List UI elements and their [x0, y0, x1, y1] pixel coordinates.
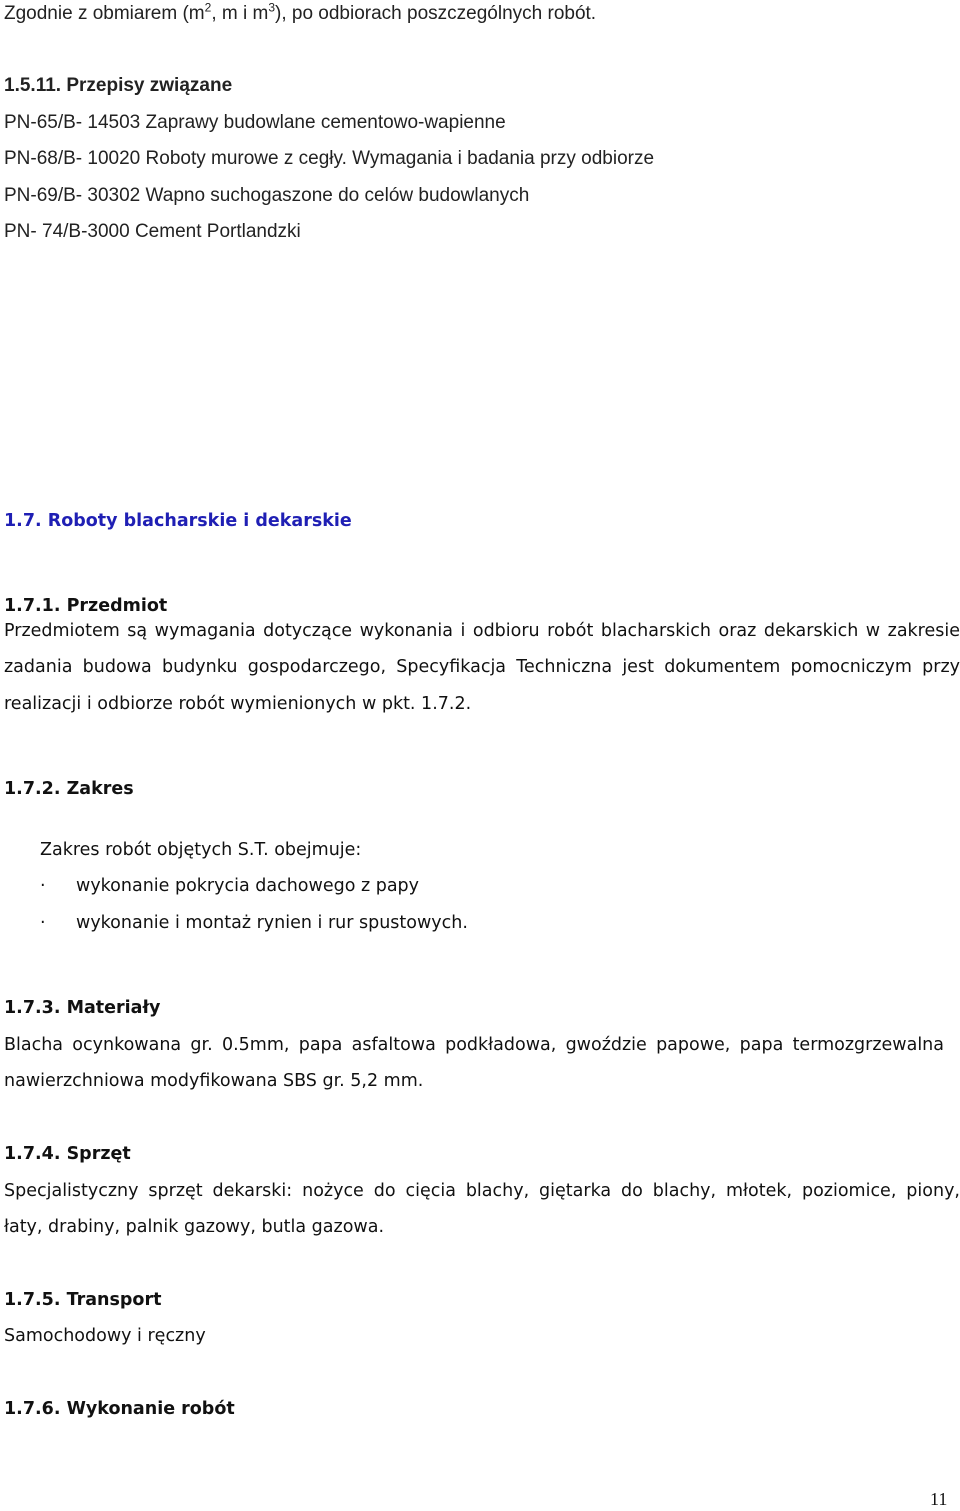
przedmiot-line: zadania budowa budynku gospodarczego, Specyfikacja Techniczna jest dokumentem pomocniczym przy: [4, 657, 960, 677]
standard-item: PN-68/B- 10020 Roboty murowe z cegły. Wymagania i badania przy odbiorze: [4, 148, 655, 169]
przedmiot-line: Przedmiotem są wymagania dotyczące wykonania i odbioru robót blacharskich oraz dekarskich w zakresie: [4, 621, 960, 641]
section-title: 1.7. Roboty blacharskie i dekarskie: [4, 511, 352, 531]
standard-item: PN-65/B- 14503 Zaprawy budowlane cementowo-wapienne: [4, 112, 506, 133]
sprzet-heading: 1.7.4. Sprzęt: [4, 1144, 131, 1164]
przedmiot-line: realizacji i odbiorze robót wymienionych w pkt. 1.7.2.: [4, 694, 472, 714]
transport-heading: 1.7.5. Transport: [4, 1290, 162, 1310]
related-standards-heading: 1.5.11. Przepisy związane: [4, 75, 233, 96]
wykonanie-heading: 1.7.6. Wykonanie robót: [4, 1399, 235, 1419]
bullet-icon: ·: [40, 913, 46, 933]
przedmiot-heading: 1.7.1. Przedmiot: [4, 596, 168, 616]
bullet-icon: ·: [40, 876, 46, 896]
standard-item: PN- 74/B-3000 Cement Portlandzki: [4, 221, 301, 242]
sprzet-line: łaty, drabiny, palnik gazowy, butla gazowa.: [4, 1217, 385, 1237]
zakres-intro: Zakres robót objętych S.T. obejmuje:: [40, 840, 362, 860]
sprzet-line: Specjalistyczny sprzęt dekarski: nożyce do cięcia blachy, giętarka do blachy, młotek, poziomice, piony,: [4, 1181, 960, 1201]
standard-item: PN-69/B- 30302 Wapno suchogaszone do celów budowlanych: [4, 185, 530, 206]
page-number: 11: [930, 1489, 948, 1509]
transport-text: Samochodowy i ręczny: [4, 1326, 206, 1346]
materialy-heading: 1.7.3. Materiały: [4, 998, 161, 1018]
superscript-3: 3: [268, 0, 275, 15]
list-item: · wykonanie i montaż rynien i rur spustowych.: [40, 913, 468, 933]
superscript-2: 2: [204, 0, 212, 15]
materialy-line: Blacha ocynkowana gr. 0.5mm, papa asfaltowa podkładowa, gwoździe papowe, papa termozgrzewalna: [4, 1035, 944, 1055]
zakres-heading: 1.7.2. Zakres: [4, 779, 134, 799]
materialy-line: nawierzchniowa modyfikowana SBS gr. 5,2 mm.: [4, 1071, 424, 1091]
list-item: · wykonanie pokrycia dachowego z papy: [40, 876, 420, 896]
obmiar-line: Zgodnie z obmiarem ($m^2$, m i $m^3$), po odbiorach poszczególnych robót.: [4, 0, 597, 24]
